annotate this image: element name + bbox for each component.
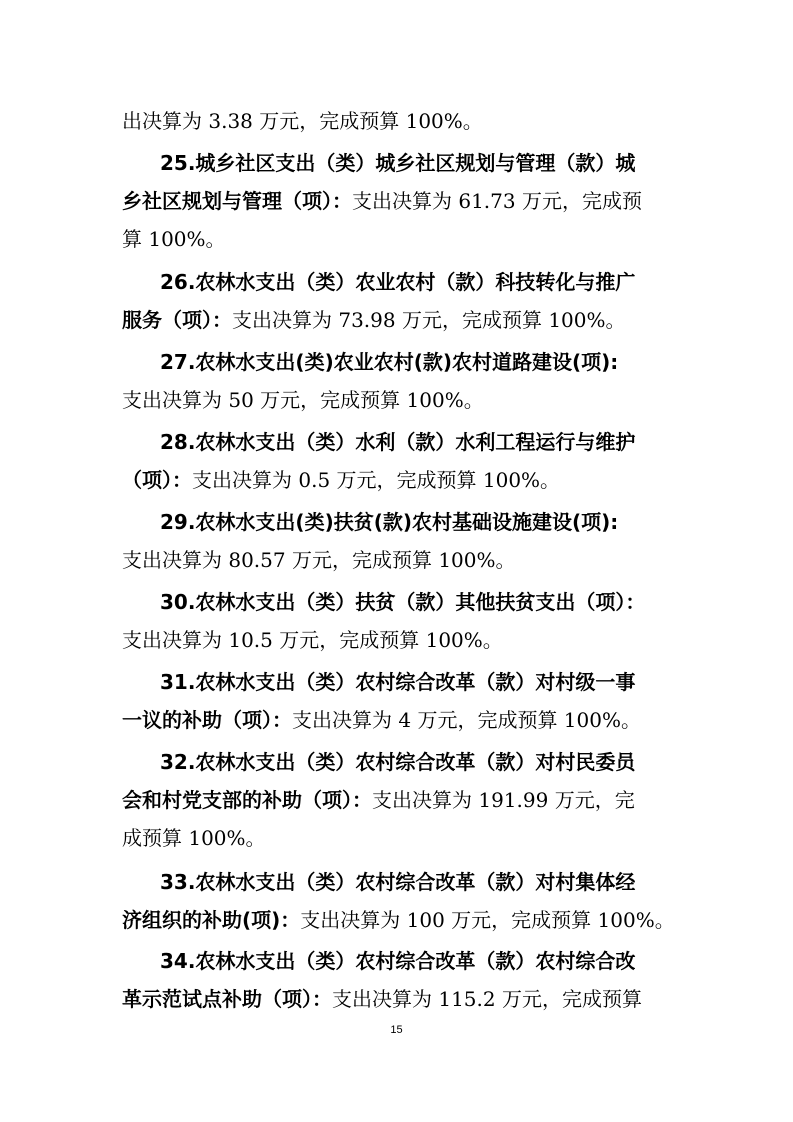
text-line [122, 700, 677, 740]
line-normal: 支出决算为 73.98 万元，完成预算 100%。 [232, 308, 626, 332]
line-bold: 29.农林水支出(类)扶贫(款)农村基础设施建设(项): [160, 510, 619, 534]
text-line [160, 262, 677, 302]
text-line [160, 582, 677, 622]
line-bold: 一议的补助（项）： [122, 708, 292, 732]
line-bold: 28.农林水支出（类）水利（款）水利工程运行与维护 [160, 430, 636, 454]
line-bold: 济组织的补助(项)： [122, 908, 301, 932]
line-bold: 26.农林水支出（类）农业农村（款）科技转化与推广 [160, 270, 636, 294]
text-line [122, 620, 677, 660]
line-normal: 支出决算为 61.73 万元，完成预 [352, 189, 642, 213]
line-normal: 成预算 100%。 [122, 826, 266, 850]
line-normal: 支出决算为 0.5 万元，完成预算 100%。 [192, 468, 561, 492]
line-bold: 33.农林水支出（类）农村综合改革（款）对村集体经 [160, 870, 636, 894]
text-line [122, 979, 677, 1019]
text-line [122, 540, 677, 580]
line-normal: 支出决算为 4 万元，完成预算 100%。 [292, 708, 641, 732]
text-line [122, 101, 677, 141]
text-line [160, 502, 677, 542]
line-bold: 服务（项）： [122, 308, 232, 332]
line-normal: 支出决算为 115.2 万元，完成预算 [332, 987, 642, 1011]
line-bold: 30.农林水支出（类）扶贫（款）其他扶贫支出（项）： [160, 590, 646, 614]
line-normal: 出决算为 3.38 万元，完成预算 100%。 [122, 109, 483, 133]
text-line [122, 380, 677, 420]
text-line [160, 742, 677, 782]
line-bold: 乡社区规划与管理（项）： [122, 189, 352, 213]
text-line [160, 422, 677, 462]
line-normal: 支出决算为 50 万元，完成预算 100%。 [122, 388, 484, 412]
line-normal: 支出决算为 80.57 万元，完成预算 100%。 [122, 548, 516, 572]
line-bold: 会和村党支部的补助（项）： [122, 788, 372, 812]
text-line [122, 900, 677, 940]
line-bold: 31.农林水支出（类）农村综合改革（款）对村级一事 [160, 670, 636, 694]
line-bold: 革示范试点补助（项）： [122, 987, 332, 1011]
text-line [160, 941, 677, 981]
text-line [122, 460, 677, 500]
text-line [160, 862, 677, 902]
text-line [122, 181, 677, 221]
text-line [160, 342, 677, 382]
line-bold: 27.农林水支出(类)农业农村(款)农村道路建设(项): [160, 350, 619, 374]
line-normal: 算 100%。 [122, 227, 226, 251]
line-normal: 支出决算为 191.99 万元，完 [372, 788, 635, 812]
line-bold: （项）： [122, 468, 192, 492]
line-normal: 支出决算为 100 万元，完成预算 100%。 [300, 908, 675, 932]
line-bold: 25.城乡社区支出（类）城乡社区规划与管理（款）城 [160, 151, 636, 175]
text-line [122, 818, 677, 858]
page-number: 15 [390, 1024, 403, 1036]
line-normal: 支出决算为 10.5 万元，完成预算 100%。 [122, 628, 503, 652]
line-bold: 34.农林水支出（类）农村综合改革（款）农村综合改 [160, 949, 636, 973]
line-bold: 32.农林水支出（类）农村综合改革（款）对村民委员 [160, 750, 636, 774]
text-line [160, 143, 677, 183]
text-line [122, 219, 677, 259]
text-line [122, 780, 677, 820]
text-line [160, 662, 677, 702]
text-line [122, 300, 677, 340]
